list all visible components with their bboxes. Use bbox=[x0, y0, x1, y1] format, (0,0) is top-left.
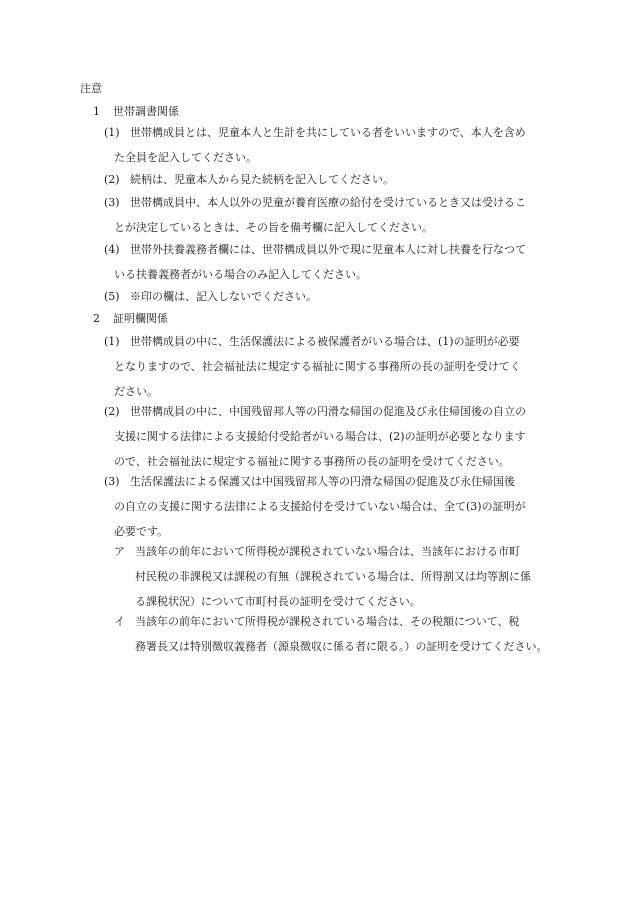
item-label: (1) bbox=[104, 126, 120, 139]
item-text: 必要です。 bbox=[114, 525, 169, 538]
subitem-text: 村民税の非課税又は課税の有無（課税されている場合は、所得割又は均等割に係 bbox=[135, 570, 531, 583]
section-title: 世帯調書関係 bbox=[113, 105, 179, 118]
section-2-subitem-a bbox=[114, 539, 554, 614]
subitem-text: 当該年の前年において所得税が課税されている場合は、その税額について、税 bbox=[135, 615, 520, 628]
item-label: (3) bbox=[104, 475, 120, 488]
section-title: 証明欄関係 bbox=[113, 312, 168, 325]
section-1-heading bbox=[93, 103, 179, 121]
item-label: (2) bbox=[104, 173, 120, 186]
item-text: 続柄は、児童本人から見た続柄を記入してください。 bbox=[130, 173, 394, 186]
subitem-text: る課税状況）について市町村長の証明を受けてください。 bbox=[135, 595, 421, 608]
item-label: (1) bbox=[104, 335, 120, 348]
item-text: 世帯構成員の中に、中国残留邦人等の円滑な帰国の促進及び永住帰国後の自立の bbox=[130, 405, 526, 418]
item-text: の自立の支援に関する法律による支援給付を受けていない場合は、全て(3)の証明が bbox=[114, 500, 526, 513]
section-1-item-2 bbox=[104, 167, 552, 192]
item-text: とが決定しているときは、その旨を備考欄に記入してください。 bbox=[114, 221, 433, 234]
subitem-text: 当該年の前年において所得税が課税されていない場合は、当該年における市町 bbox=[135, 545, 520, 558]
subitem-text: 務署長又は特別徴収義務者（源泉徴収に係る者に限る。）の証明を受けてください。 bbox=[135, 640, 548, 653]
item-text: 生活保護法による保護又は中国残留邦人等の円滑な帰国の促進及び永住帰国後 bbox=[130, 475, 515, 488]
subitem-label: イ bbox=[114, 615, 125, 628]
item-text: た全員を記入してください。 bbox=[114, 151, 257, 164]
section-2-item-2 bbox=[104, 399, 552, 474]
notice-title: 注意 bbox=[80, 82, 102, 95]
section-2-item-3 bbox=[104, 469, 552, 544]
item-text: 支援に関する法律による支援給付受給者がいる場合は、(2)の証明が必要となります bbox=[114, 430, 526, 443]
item-text: ださい。 bbox=[114, 385, 158, 398]
item-label: (5) bbox=[104, 290, 120, 303]
item-text: 世帯構成員中、本人以外の児童が養育医療の給付を受けているとき又は受けるこ bbox=[130, 196, 526, 209]
item-text: となりますので、社会福祉法に規定する福祉に関する事務所の長の証明を受けてく bbox=[114, 360, 521, 373]
item-label: (4) bbox=[104, 243, 120, 256]
section-1-item-4 bbox=[104, 237, 552, 287]
item-label: (3) bbox=[104, 196, 120, 209]
section-number: 2 bbox=[93, 312, 100, 325]
section-2-heading bbox=[93, 310, 168, 328]
section-2-subitem-i bbox=[114, 609, 554, 659]
item-text: 世帯構成員の中に、生活保護法による被保護者がいる場合は、(1)の証明が必要 bbox=[130, 335, 520, 348]
section-1-item-5 bbox=[104, 284, 552, 309]
section-2-item-1 bbox=[104, 329, 552, 404]
section-1-item-3 bbox=[104, 190, 552, 240]
item-text: いる扶養義務者がいる場合のみ記入してください。 bbox=[114, 268, 367, 281]
subitem-label: ア bbox=[114, 545, 125, 558]
item-text: 世帯外扶養義務者欄には、世帯構成員以外で現に児童本人に対し扶養を行なつて bbox=[130, 243, 526, 256]
item-text: ので、社会福祉法に規定する福祉に関する事務所の長の証明を受けてください。 bbox=[114, 455, 510, 468]
item-text: 世帯構成員とは、児童本人と生計を共にしている者をいいますので、本人を含め bbox=[130, 126, 526, 139]
item-label: (2) bbox=[104, 405, 120, 418]
section-1-item-1 bbox=[104, 120, 552, 170]
item-text: ※印の欄は、記入しないでください。 bbox=[130, 290, 317, 303]
section-number: 1 bbox=[93, 105, 100, 118]
